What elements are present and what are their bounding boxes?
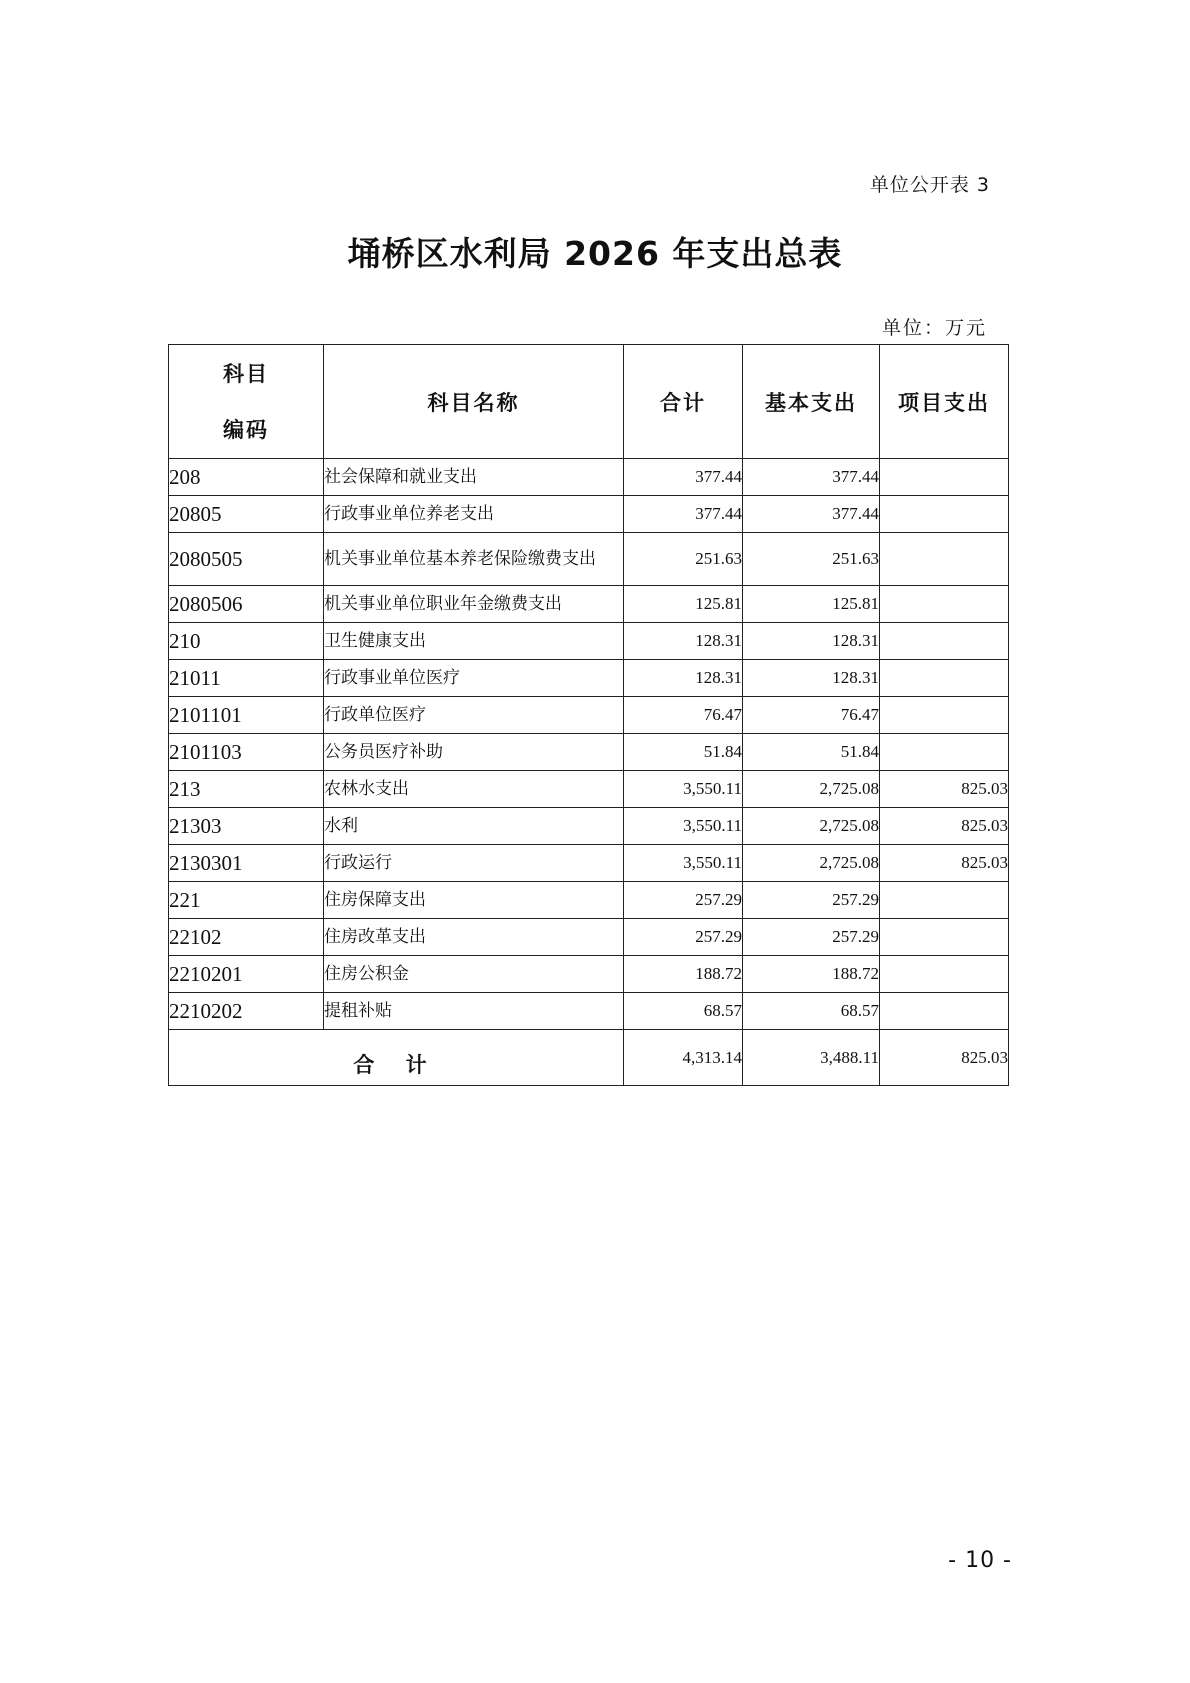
total-cell: 68.57 bbox=[624, 993, 743, 1030]
total-cell: 128.31 bbox=[624, 660, 743, 697]
subject-code-cell: 2130301 bbox=[169, 845, 324, 882]
subject-name-cell: 行政运行 bbox=[324, 845, 624, 882]
subject-code-cell: 22102 bbox=[169, 919, 324, 956]
total-cell: 188.72 bbox=[624, 956, 743, 993]
table-row bbox=[169, 697, 1009, 734]
basic-expenditure-cell: 257.29 bbox=[743, 919, 880, 956]
project-expenditure-cell bbox=[880, 623, 1009, 660]
basic-expenditure-cell: 128.31 bbox=[743, 660, 880, 697]
subject-name-cell: 社会保障和就业支出 bbox=[324, 459, 624, 496]
project-expenditure-cell bbox=[880, 496, 1009, 533]
unit-label: 单位：万元 bbox=[881, 317, 987, 339]
header-subject-code bbox=[169, 345, 324, 459]
table-header-row bbox=[169, 345, 1009, 459]
table-row bbox=[169, 845, 1009, 882]
page-number: - 10 - bbox=[948, 1548, 1012, 1573]
project-expenditure-cell bbox=[880, 919, 1009, 956]
subject-code-cell: 2101101 bbox=[169, 697, 324, 734]
basic-expenditure-cell: 2,725.08 bbox=[743, 771, 880, 808]
total-cell: 257.29 bbox=[624, 882, 743, 919]
table-body bbox=[169, 459, 1009, 1030]
subject-name-cell: 机关事业单位基本养老保险缴费支出 bbox=[324, 533, 624, 586]
subject-code-cell: 213 bbox=[169, 771, 324, 808]
subject-code-cell: 208 bbox=[169, 459, 324, 496]
total-cell: 257.29 bbox=[624, 919, 743, 956]
basic-expenditure-cell: 251.63 bbox=[743, 533, 880, 586]
header-code-line2: 编码 bbox=[223, 417, 269, 442]
project-expenditure-cell bbox=[880, 882, 1009, 919]
table-row bbox=[169, 956, 1009, 993]
subject-code-cell: 210 bbox=[169, 623, 324, 660]
grand-total: 4,313.14 bbox=[624, 1030, 743, 1086]
header-subject-name: 科目名称 bbox=[324, 345, 624, 459]
subject-code-cell: 21303 bbox=[169, 808, 324, 845]
total-cell: 128.31 bbox=[624, 623, 743, 660]
basic-expenditure-cell: 51.84 bbox=[743, 734, 880, 771]
project-expenditure-cell bbox=[880, 956, 1009, 993]
subject-name-cell: 住房公积金 bbox=[324, 956, 624, 993]
table-row bbox=[169, 734, 1009, 771]
table-row bbox=[169, 919, 1009, 956]
project-expenditure-cell bbox=[880, 734, 1009, 771]
table-row bbox=[169, 660, 1009, 697]
subject-code-cell: 2080505 bbox=[169, 533, 324, 586]
subject-code-cell: 2210202 bbox=[169, 993, 324, 1030]
basic-expenditure-cell: 2,725.08 bbox=[743, 845, 880, 882]
subject-name-cell: 行政事业单位养老支出 bbox=[324, 496, 624, 533]
header-total: 合计 bbox=[624, 345, 743, 459]
table-row bbox=[169, 623, 1009, 660]
project-expenditure-cell bbox=[880, 660, 1009, 697]
basic-expenditure-cell: 377.44 bbox=[743, 496, 880, 533]
subject-code-cell: 21011 bbox=[169, 660, 324, 697]
total-cell: 3,550.11 bbox=[624, 845, 743, 882]
project-expenditure-cell: 825.03 bbox=[880, 771, 1009, 808]
project-expenditure-cell bbox=[880, 586, 1009, 623]
grand-total-project: 825.03 bbox=[880, 1030, 1009, 1086]
header-project-expenditure: 项目支出 bbox=[880, 345, 1009, 459]
subject-name-cell: 卫生健康支出 bbox=[324, 623, 624, 660]
subject-code-cell: 2210201 bbox=[169, 956, 324, 993]
subject-name-cell: 机关事业单位职业年金缴费支出 bbox=[324, 586, 624, 623]
basic-expenditure-cell: 257.29 bbox=[743, 882, 880, 919]
subject-name-cell: 提租补贴 bbox=[324, 993, 624, 1030]
table-row bbox=[169, 771, 1009, 808]
basic-expenditure-cell: 128.31 bbox=[743, 623, 880, 660]
basic-expenditure-cell: 377.44 bbox=[743, 459, 880, 496]
total-row bbox=[169, 1030, 1009, 1086]
project-expenditure-cell bbox=[880, 533, 1009, 586]
total-cell: 3,550.11 bbox=[624, 771, 743, 808]
subject-code-cell: 221 bbox=[169, 882, 324, 919]
subject-code-cell: 20805 bbox=[169, 496, 324, 533]
project-expenditure-cell bbox=[880, 459, 1009, 496]
total-cell: 125.81 bbox=[624, 586, 743, 623]
subject-name-cell: 水利 bbox=[324, 808, 624, 845]
project-expenditure-cell: 825.03 bbox=[880, 808, 1009, 845]
basic-expenditure-cell: 188.72 bbox=[743, 956, 880, 993]
subject-name-cell: 行政事业单位医疗 bbox=[324, 660, 624, 697]
subject-name-cell: 农林水支出 bbox=[324, 771, 624, 808]
table-row bbox=[169, 459, 1009, 496]
header-code-line1: 科目 bbox=[223, 361, 269, 386]
total-cell: 51.84 bbox=[624, 734, 743, 771]
basic-expenditure-cell: 125.81 bbox=[743, 586, 880, 623]
total-cell: 251.63 bbox=[624, 533, 743, 586]
total-cell: 3,550.11 bbox=[624, 808, 743, 845]
basic-expenditure-cell: 68.57 bbox=[743, 993, 880, 1030]
table-row bbox=[169, 586, 1009, 623]
subject-name-cell: 住房保障支出 bbox=[324, 882, 624, 919]
basic-expenditure-cell: 2,725.08 bbox=[743, 808, 880, 845]
table-row bbox=[169, 496, 1009, 533]
project-expenditure-cell bbox=[880, 697, 1009, 734]
total-cell: 377.44 bbox=[624, 459, 743, 496]
total-cell: 377.44 bbox=[624, 496, 743, 533]
table-row bbox=[169, 993, 1009, 1030]
subject-name-cell: 公务员医疗补助 bbox=[324, 734, 624, 771]
basic-expenditure-cell: 76.47 bbox=[743, 697, 880, 734]
subject-code-cell: 2080506 bbox=[169, 586, 324, 623]
table-row bbox=[169, 808, 1009, 845]
table-row bbox=[169, 882, 1009, 919]
table-row bbox=[169, 533, 1009, 586]
project-expenditure-cell bbox=[880, 993, 1009, 1030]
total-label: 合 计 bbox=[169, 1030, 624, 1086]
document-title: 埇桥区水利局 2026 年支出总表 bbox=[347, 234, 843, 273]
subject-name-cell: 住房改革支出 bbox=[324, 919, 624, 956]
header-basic-expenditure: 基本支出 bbox=[743, 345, 880, 459]
table-number-label: 单位公开表 3 bbox=[869, 174, 990, 196]
subject-code-cell: 2101103 bbox=[169, 734, 324, 771]
project-expenditure-cell: 825.03 bbox=[880, 845, 1009, 882]
subject-name-cell: 行政单位医疗 bbox=[324, 697, 624, 734]
grand-total-basic: 3,488.11 bbox=[743, 1030, 880, 1086]
expenditure-table bbox=[168, 344, 1009, 1086]
total-cell: 76.47 bbox=[624, 697, 743, 734]
